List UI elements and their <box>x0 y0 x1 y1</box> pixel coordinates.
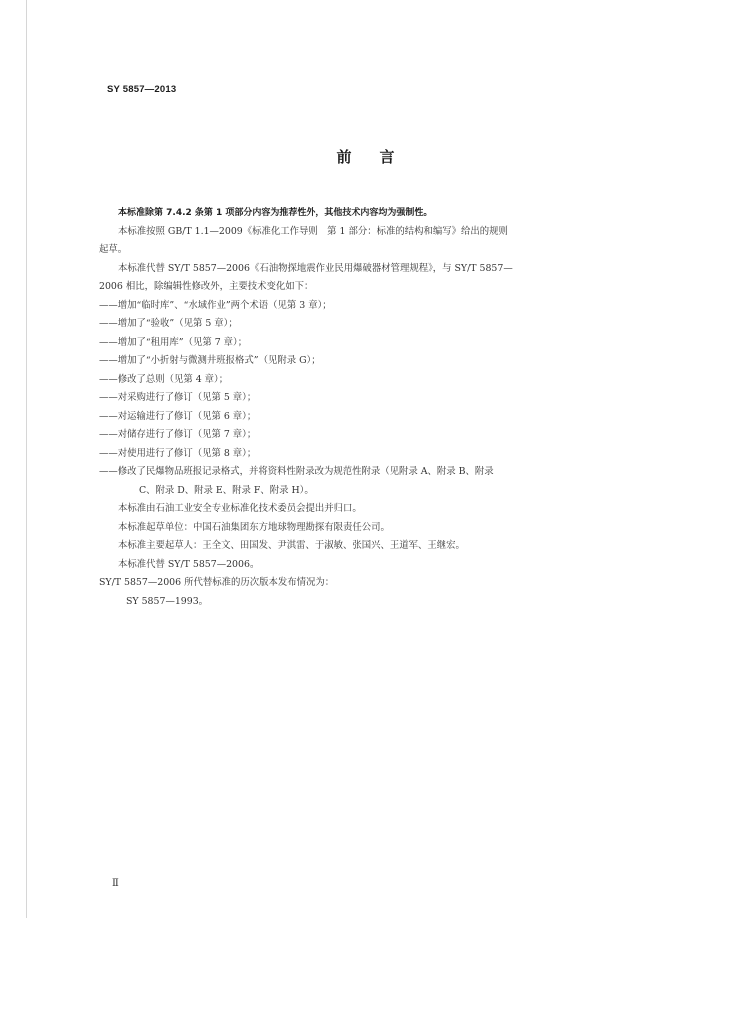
page-title: 前言 <box>336 148 423 166</box>
change-item: ——增加了“租用库”（见第 7 章）； <box>99 336 248 348</box>
page-number: Ⅱ <box>112 878 119 889</box>
change-item: ——增加了“小折射与微测井班报格式”（见附录 G）； <box>99 355 321 366</box>
change-item: ——对使用进行了修订（见第 8 章）； <box>99 447 257 459</box>
change-item-continuation: C、附录 D、附录 E、附录 F、附录 H）。 <box>139 484 314 496</box>
change-item: ——修改了民爆物品班报记录格式，并将资料性附录改为规范性附录（见附录 A、附录 B、附录 <box>99 466 494 477</box>
change-item: ——增加“临时库”、“水域作业”两个术语（见第 3 章）； <box>99 299 332 311</box>
replaces-line-2: 2006 相比，除编辑性修改外，主要技术变化如下： <box>99 281 314 292</box>
foreword-body <box>99 204 638 611</box>
mandatory-statement: 本标准除第 7.4.2 条第 1 项部分内容为推荐性外，其他技术内容均为强制性。 <box>118 208 433 218</box>
binding-edge-line <box>26 0 27 918</box>
closing-line: 本标准由石油工业安全专业标准化技术委员会提出并归口。 <box>118 503 362 514</box>
change-item: ——增加了“验收”（见第 5 章）； <box>99 318 238 329</box>
closing-line: 本标准代替 SY/T 5857—2006。 <box>118 558 260 570</box>
change-item: ——对运输进行了修订（见第 6 章）； <box>99 410 257 422</box>
drafting-rule-line-2: 起草。 <box>99 244 128 255</box>
drafting-rule-line-1: 本标准按照 GB/T 1.1—2009《标准化工作导则 第 1 部分：标准的结构和编写》给出的规则 <box>118 225 508 237</box>
closing-line: SY/T 5857—2006 所代替标准的历次版本发布情况为： <box>99 577 335 588</box>
change-item: ——对采购进行了修订（见第 5 章）； <box>99 392 257 403</box>
change-item: ——修改了总则（见第 4 章）； <box>99 373 229 385</box>
standard-number: SY 5857—2013 <box>107 84 177 95</box>
closing-line: 本标准主要起草人：王全文、田国发、尹淇雷、于淑敏、张国兴、王道军、王继宏。 <box>118 540 465 551</box>
closing-line: SY 5857—1993。 <box>126 595 209 607</box>
replaces-line-1: 本标准代替 SY/T 5857—2006《石油物探地震作业民用爆破器材管理规程》，与 SY/T 5857— <box>118 262 513 274</box>
change-item: ——对储存进行了修订（见第 7 章）； <box>99 429 257 440</box>
closing-line: 本标准起草单位：中国石油集团东方地球物理勘探有限责任公司。 <box>118 521 390 533</box>
